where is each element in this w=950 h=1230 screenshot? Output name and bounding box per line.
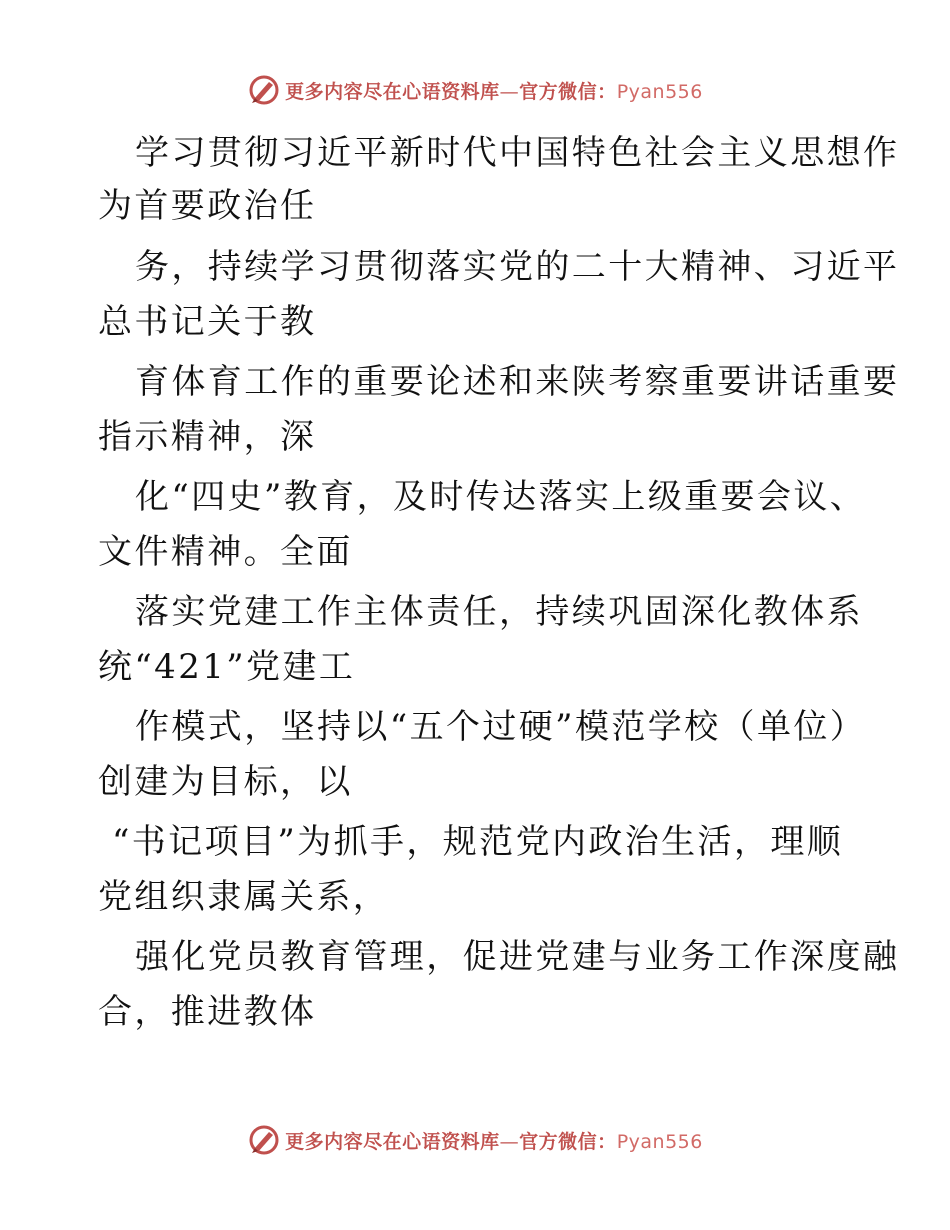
body-line: 落实党建工作主体责任，持续巩固深化教体系 [135, 592, 863, 632]
pen-logo-icon [247, 73, 281, 107]
body-line: “书记项目”为抓手，规范党内政治生活，理顺 [112, 822, 844, 862]
body-line: 务，持续学习贯彻落实党的二十大精神、习近平 [135, 247, 900, 287]
body-line: 化“四史”教育，及时传达落实上级重要会议、 [135, 477, 867, 517]
header-watermark [0, 70, 950, 110]
body-line: 总书记关于教 [98, 302, 317, 342]
watermark-text: 更多内容尽在心语资料库—官方微信：Pyan556 [285, 80, 703, 103]
body-line: 创建为目标，以 [98, 762, 353, 802]
body-line: 文件精神。全面 [98, 532, 353, 572]
pen-logo-icon [247, 1123, 281, 1157]
body-line: 学习贯彻习近平新时代中国特色社会主义思想作 [135, 133, 900, 173]
body-line: 强化党员教育管理，促进党建与业务工作深度融 [135, 937, 900, 977]
body-line: 党组织隶属关系， [98, 877, 390, 917]
body-line: 育体育工作的重要论述和来陕考察重要讲话重要 [135, 362, 900, 402]
footer-watermark [0, 1120, 950, 1160]
body-line: 为首要政治任 [98, 186, 317, 226]
body-line: 作模式，坚持以“五个过硬”模范学校（单位） [135, 707, 867, 747]
body-line: 合，推进教体 [98, 992, 317, 1032]
body-line: 指示精神，深 [98, 417, 317, 457]
watermark-text: 更多内容尽在心语资料库—官方微信：Pyan556 [285, 1130, 703, 1153]
body-line: 统“421”党建工 [98, 647, 356, 687]
